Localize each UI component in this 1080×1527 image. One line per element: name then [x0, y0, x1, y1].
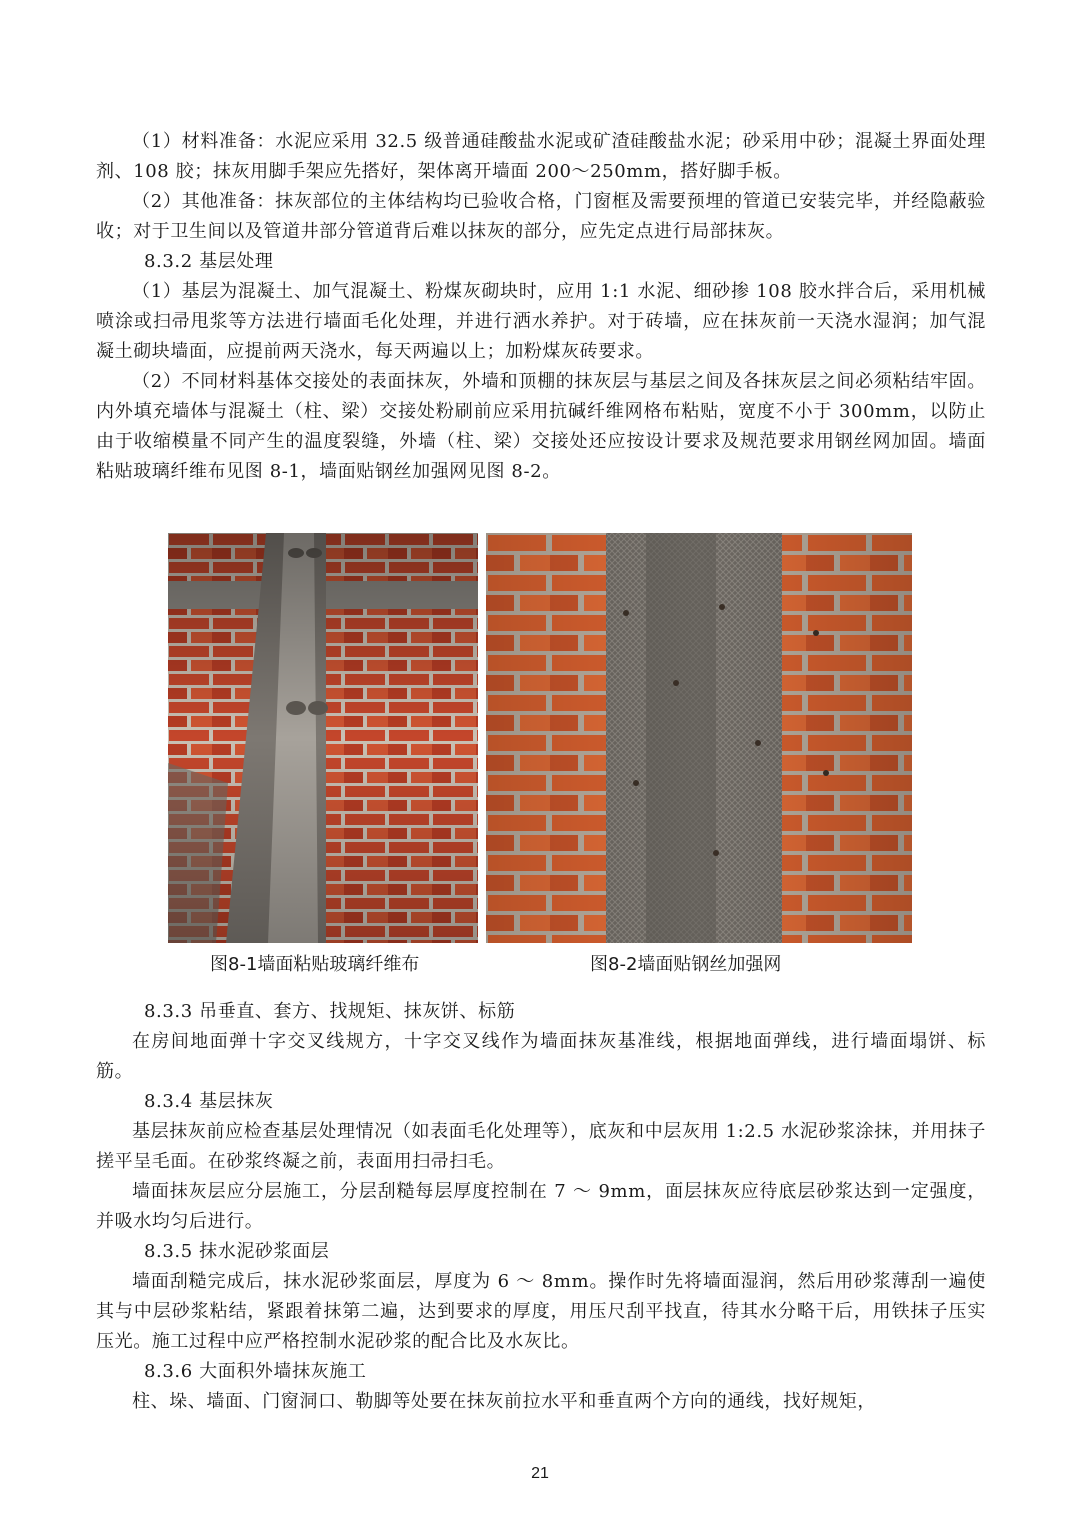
- text-block-top: [96, 127, 986, 487]
- heading-8-3-6: 8.3.6 大面积外墙抹灰施工: [144, 1361, 367, 1382]
- heading-8-3-3: 8.3.3 吊垂直、套方、找规矩、抹灰饼、标筋: [144, 1001, 516, 1022]
- paragraph-exterior-wall: 柱、垛、墙面、门窗洞口、勒脚等处要在抹灰前拉水平和垂直两个方向的通线，找好规矩，: [132, 1391, 876, 1412]
- paragraph-layout-lines: 在房间地面弹十字交叉线规方，十字交叉线作为墙面抹灰基准线，根据地面弹线，进行墙面塌饼、标筋。: [96, 1031, 986, 1082]
- paragraph-cement-finish: 墙面刮糙完成后，抹水泥砂浆面层，厚度为 6 ～ 8mm。操作时先将墙面湿润，然后用砂浆薄刮一遍使其与中层砂浆粘结，紧跟着抹第二遍，达到要求的厚度，用压尺刮平找直，待其水分略干后，用铁抹子压实压光。施工过程中应严格控制水泥砂浆的配合比及水灰比。: [96, 1271, 986, 1352]
- heading-8-3-4: 8.3.4 基层抹灰: [144, 1091, 274, 1112]
- heading-8-3-2: 8.3.2 基层处理: [144, 251, 274, 272]
- page-number: 21: [531, 1465, 549, 1482]
- figure-steel-mesh-photo: [486, 533, 912, 943]
- figure-8-1-caption: 图8-1墙面粘贴玻璃纤维布: [210, 954, 420, 975]
- figure-fiberglass-mesh-photo: [168, 533, 478, 943]
- figure-8-2-caption: 图8-2墙面贴钢丝加强网: [590, 954, 782, 975]
- paragraph-other-prep: （2）其他准备：抹灰部位的主体结构均已验收合格，门窗框及需要预埋的管道已安装完毕，并经隐蔽验收；对于卫生间以及管道井部分管道背后难以抹灰的部分，应先定点进行局部抹灰。: [96, 191, 986, 242]
- paragraph-material-prep: （1）材料准备：水泥应采用 32.5 级普通硅酸盐水泥或矿渣硅酸盐水泥；砂采用中砂；混凝土界面处理剂、108 胶；抹灰用脚手架应先搭好，架体离开墙面 200～250mm，搭好脚手板。: [96, 131, 986, 182]
- paragraph-base-plaster-1: 基层抹灰前应检查基层处理情况（如表面毛化处理等），底灰和中层灰用 1:2.5 水泥砂浆涂抹，并用抹子搓平呈毛面。在砂浆终凝之前，表面用扫帚扫毛。: [96, 1121, 986, 1172]
- heading-8-3-5: 8.3.5 抹水泥砂浆面层: [144, 1241, 330, 1262]
- paragraph-base-treatment-2: （2）不同材料基体交接处的表面抹灰，外墙和顶棚的抹灰层与基层之间及各抹灰层之间必须粘结牢固。内外填充墙体与混凝土（柱、梁）交接处粉刷前应采用抗碱纤维网格布粘贴，宽度不小于 300mm，以防止由于收缩模量不同产生的温度裂缝，外墙（柱、梁）交接处还应按设计要求及规范要求用钢丝网加固。墙面粘贴玻璃纤维布见图 8-1，墙面贴钢丝加强网见图 8-2。: [96, 371, 986, 482]
- text-block-bottom: [96, 997, 986, 1417]
- paragraph-base-treatment-1: （1）基层为混凝土、加气混凝土、粉煤灰砌块时，应用 1:1 水泥、细砂掺 108 胶水拌合后，采用机械喷涂或扫帚甩浆等方法进行墙面毛化处理，并进行洒水养护。对于砖墙，应在抹灰前一天浇水湿润；加气混凝土砌块墙面，应提前两天浇水，每天两遍以上；加粉煤灰砖要求。: [96, 281, 986, 362]
- paragraph-base-plaster-2: 墙面抹灰层应分层施工，分层刮糙每层厚度控制在 7 ～ 9mm，面层抹灰应待底层砂浆达到一定强度，并吸水均匀后进行。: [96, 1181, 986, 1232]
